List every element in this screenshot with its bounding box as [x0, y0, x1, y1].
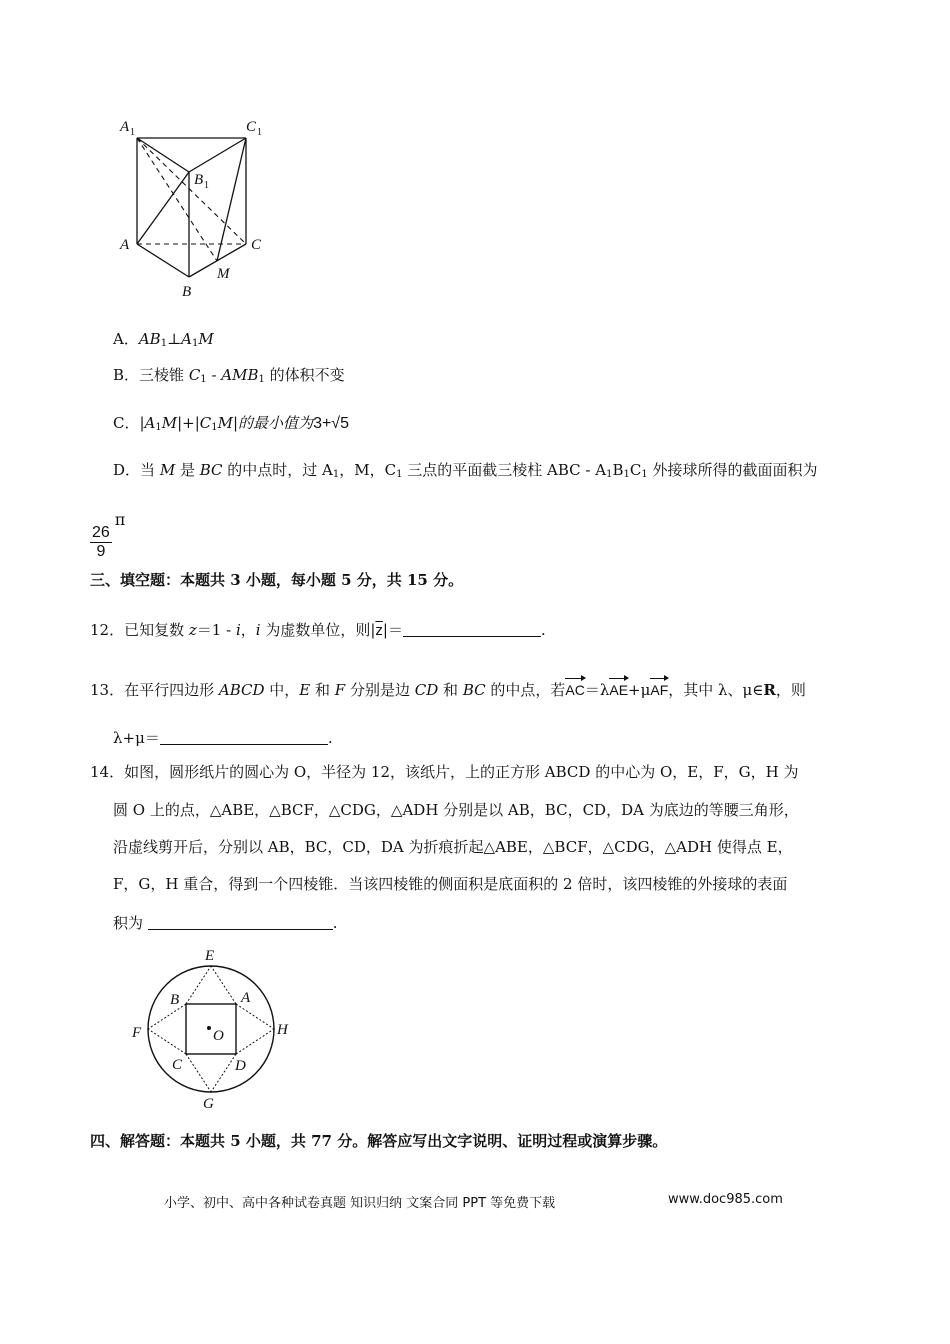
label-c: C — [172, 1057, 183, 1073]
text: ，其中 λ、μ∈ — [668, 681, 764, 699]
text: 为虚数单位，则| — [260, 621, 376, 639]
text: 积为 — [113, 914, 148, 932]
math-text: AB — [138, 330, 161, 348]
subscript: 1 — [200, 374, 207, 385]
text: 在平行四边形 — [124, 681, 219, 699]
label-b1: B — [194, 172, 204, 188]
math-text: i — [255, 621, 261, 639]
text: λ+μ＝ — [113, 729, 160, 747]
label-b1-sub: 1 — [204, 180, 209, 191]
option-tag: B． — [113, 366, 140, 384]
text: ＝λ — [584, 681, 610, 699]
footer-url[interactable]: www.doc985.com — [668, 1192, 783, 1207]
text: 和 — [438, 681, 463, 699]
question-number: 12． — [90, 621, 125, 639]
vector-ae: AE — [609, 682, 629, 698]
option-tag: A． — [113, 330, 139, 348]
subscript: 1 — [641, 469, 648, 480]
prism-figure — [110, 112, 280, 302]
subscript: 1 — [160, 338, 168, 349]
circle-figure — [125, 942, 300, 1114]
option-b — [113, 364, 345, 385]
answer-blank[interactable] — [403, 622, 541, 637]
math-text: - AMB — [206, 366, 259, 384]
text: 是 — [175, 461, 200, 479]
real-set: R — [763, 681, 776, 699]
label-c: C — [251, 237, 262, 253]
math-text: BC — [199, 461, 223, 479]
option-d — [113, 459, 817, 480]
subscript: 1 — [606, 469, 613, 480]
math-text: E — [299, 681, 311, 699]
text: 已知复数 — [124, 621, 189, 639]
label-d: D — [235, 1058, 246, 1074]
question-14-line3: 沿虚线剪开后，分别以 AB，BC，CD，DA 为折痕折起△ABE，△BCF，△CDG，△ADH 使得点 E， — [113, 838, 793, 856]
label-m: M — [217, 266, 230, 282]
subscript: 1 — [155, 422, 162, 433]
math-text: i — [235, 621, 241, 639]
label-b: B — [182, 284, 192, 300]
label-g: G — [203, 1096, 214, 1112]
text: 的中点时，过 A — [222, 461, 333, 479]
question-12 — [90, 619, 546, 640]
label-e: E — [205, 948, 215, 964]
answer-blank[interactable] — [148, 915, 333, 930]
math-text: CD — [414, 681, 439, 699]
math-text: M — [198, 330, 214, 348]
answer-blank[interactable] — [160, 730, 328, 745]
section-4-title: 四、解答题：本题共 5 小题，共 77 分。解答应写出文字说明、证明过程或演算步骤。 — [90, 1132, 668, 1150]
label-c1-sub: 1 — [257, 127, 262, 138]
fraction — [90, 524, 112, 561]
question-14-line1 — [90, 761, 798, 782]
text: . — [332, 914, 338, 932]
text: ，则 — [775, 681, 806, 699]
text: 的中点，若 — [485, 681, 566, 699]
text: ，M，C — [339, 461, 397, 479]
text: 当 — [140, 461, 160, 479]
text: B — [612, 461, 624, 479]
text: 分别是边 — [345, 681, 415, 699]
subscript: 1 — [623, 469, 630, 480]
label-h: H — [277, 1022, 288, 1038]
math-text: ABCD — [218, 681, 265, 699]
question-number: 13． — [90, 681, 125, 699]
subscript: 1 — [396, 469, 403, 480]
subscript: 1 — [211, 422, 218, 433]
label-a1: A — [120, 119, 130, 135]
math-text: C — [188, 366, 201, 384]
section-3-title: 三、填空题：本题共 3 小题，每小题 5 分，共 15 分。 — [90, 571, 464, 589]
math-text: ⊥A — [167, 330, 193, 348]
math-text: BC — [462, 681, 486, 699]
math-text: F — [334, 681, 346, 699]
subscript: 1 — [192, 338, 199, 349]
label-a1-sub: 1 — [130, 127, 135, 138]
math-text: M|的最小值为 — [217, 414, 314, 432]
text: 如图，圆形纸片的圆心为 O，半径为 12，该纸片，上的正方形 ABCD 的中心为 O，E，F，G，H 为 — [124, 763, 799, 781]
min-value: 3+√5 — [313, 415, 349, 432]
text: ， — [240, 621, 256, 639]
option-c — [113, 412, 349, 433]
math-text: z — [188, 621, 197, 639]
text: ＝1 - — [196, 621, 236, 639]
text: . — [540, 621, 546, 639]
text: 的体积不变 — [264, 366, 345, 384]
vector-af: AF — [650, 682, 669, 698]
label-c1: C — [246, 119, 257, 135]
label-f: F — [132, 1025, 142, 1041]
option-a — [113, 328, 214, 349]
text: 中， — [264, 681, 300, 699]
vector-ac: AC — [565, 682, 585, 698]
text: 三棱锥 — [139, 366, 189, 384]
option-tag: D． — [113, 461, 141, 479]
conjugate-z: $\overline{z}$ — [375, 622, 383, 639]
label-a: A — [241, 990, 251, 1006]
fraction-numerator: 26 — [92, 524, 110, 541]
question-14-line5 — [113, 912, 338, 933]
text: |＝ — [382, 621, 403, 639]
subscript: 1 — [258, 374, 265, 385]
question-14-line4: F，G，H 重合，得到一个四棱锥．当该四棱锥的侧面积是底面积的 2 倍时，该四棱锥的外接球的表面 — [113, 875, 788, 893]
text: . — [327, 729, 333, 747]
question-13-line2 — [113, 727, 333, 748]
pi-symbol: π — [114, 510, 126, 529]
text: 和 — [310, 681, 335, 699]
text: +μ — [628, 681, 651, 699]
option-tag: C． — [113, 414, 140, 432]
text: 三点的平面截三棱柱 ABC - A — [402, 461, 607, 479]
footer-text: 小学、初中、高中各种试卷真题 知识归纳 文案合同 PPT 等免费下载 — [164, 1196, 556, 1211]
subscript: 1 — [332, 469, 340, 480]
math-text: M|+|C — [161, 414, 212, 432]
label-b: B — [170, 992, 180, 1008]
question-14-line2: 圆 O 上的点，△ABE，△BCF，△CDG，△ADH 分别是以 AB，BC，CD，DA 为底边的等腰三角形， — [113, 801, 799, 819]
text: C — [629, 461, 642, 479]
text: 外接球所得的截面面积为 — [647, 461, 818, 479]
question-number: 14． — [90, 763, 125, 781]
math-text: |A — [139, 414, 156, 432]
math-text: M — [159, 461, 176, 479]
fraction-denominator: 9 — [96, 543, 106, 560]
option-d-fraction — [90, 510, 125, 561]
label-a: A — [120, 237, 130, 253]
label-o: O — [213, 1028, 224, 1044]
question-13 — [90, 679, 806, 700]
